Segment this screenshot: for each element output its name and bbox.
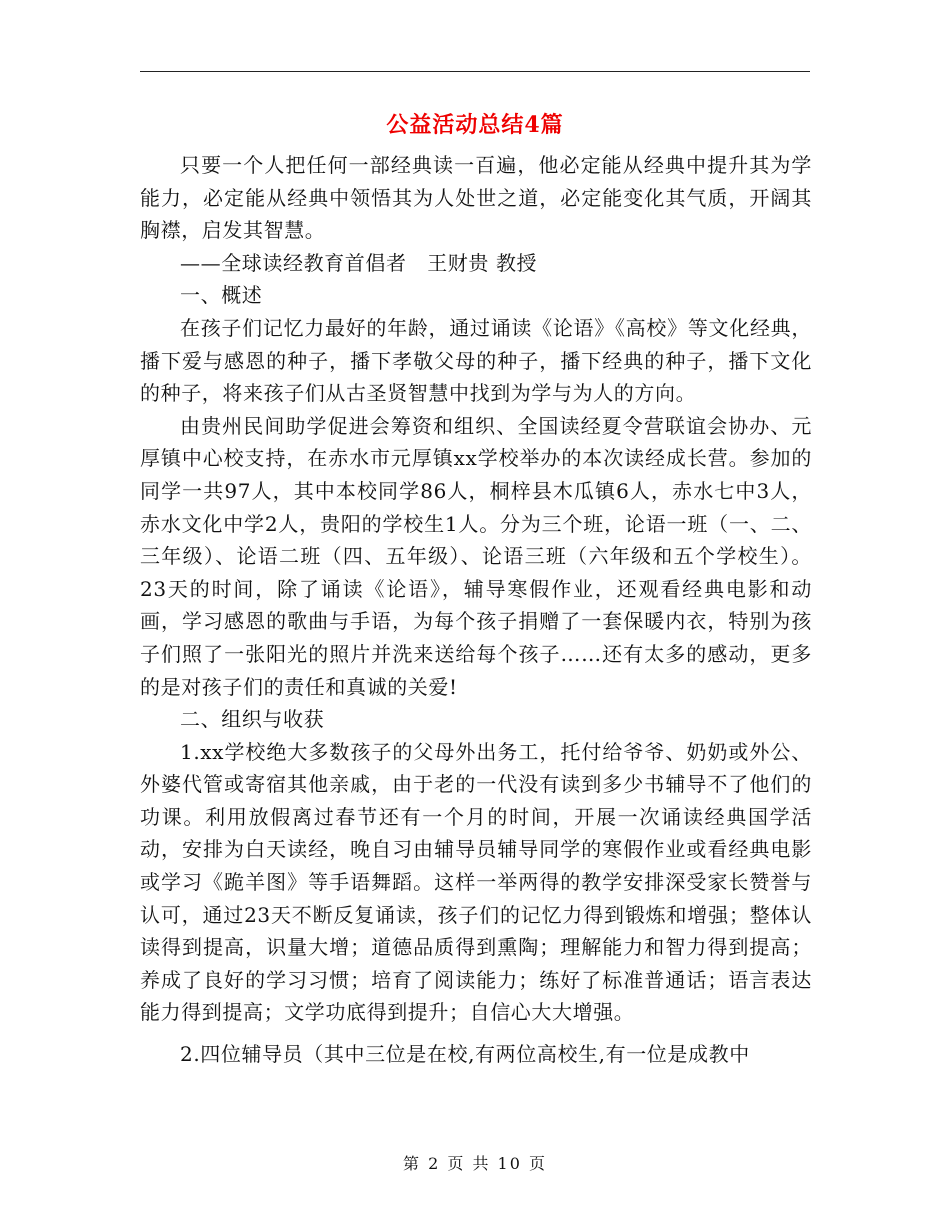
paragraph-attribution: ——全球读经教育首倡者 王财贵 教授 xyxy=(180,250,538,275)
header-rule xyxy=(140,71,810,72)
paragraph-point-2: 2.四位辅导员（其中三位是在校,有两位高校生,有一位是成教中 xyxy=(180,1042,750,1067)
paragraph-quote: 只要一个人把任何一部经典读一百遍，他必定能从经典中提升其为学能力，必定能从经典中领悟其为人处世之道，必定能变化其气质，开阔其胸襟，启发其智慧。 xyxy=(140,153,812,243)
section-heading-overview: 一、概述 xyxy=(180,283,263,308)
document-title: 公益活动总结4篇 xyxy=(386,112,564,138)
paragraph-details: 由贵州民间助学促进会筹资和组织、全国读经夏令营联谊会协办、元厚镇中心校支持，在赤水市元厚镇xx学校举办的本次读经成长营。参加的同学一共97人，其中本校同学86人，桐梓县木瓜镇6人，赤水七中3人，赤水文化中学2人，贵阳的学校生1人。分为三个班，论语一班（一、二、三年级）、论语二班（四、五年级）、论语三班（六年级和五个学校生）。23天的时间，除了诵读《论语》，辅导寒假作业，还观看经典电影和动画，学习感恩的歌曲与手语，为每个孩子捐赠了一套保暖内衣，特别为孩子们照了一张阳光的照片并洗来送给每个孩子……还有太多的感动，更多的是对孩子们的责任和真诚的关爱! xyxy=(140,413,812,699)
paragraph-overview: 在孩子们记忆力最好的年龄，通过诵读《论语》《高校》等文化经典，播下爱与感恩的种子，播下孝敬父母的种子，播下经典的种子，播下文化的种子，将来孩子们从古圣贤智慧中找到为学与为人的方向。 xyxy=(140,315,812,406)
section-heading-organization: 二、组织与收获 xyxy=(180,707,325,732)
paragraph-point-1: 1.xx学校绝大多数孩子的父母外出务工，托付给爷爷、奶奶或外公、外婆代管或寄宿其他亲戚，由于老的一代没有读到多少书辅导不了他们的功课。利用放假离过春节还有一个月的时间，开展一次诵读经典国学活动，安排为白天读经，晚自习由辅导员辅导同学的寒假作业或看经典电影或学习《跪羊图》等手语舞蹈。这样一举两得的教学安排深受家长赞誉与认可，通过23天不断反复诵读，孩子们的记忆力得到锻炼和增强；整体认读得到提高，识量大增；道德品质得到熏陶；理解能力和智力得到提高；养成了良好的学习习惯；培育了阅读能力；练好了标准普通话；语言表达能力得到提高；文学功底得到提升；自信心大大增强。 xyxy=(140,739,812,1025)
page-number: 第 2 页 共 10 页 xyxy=(403,1154,547,1173)
document-body xyxy=(140,149,812,1071)
